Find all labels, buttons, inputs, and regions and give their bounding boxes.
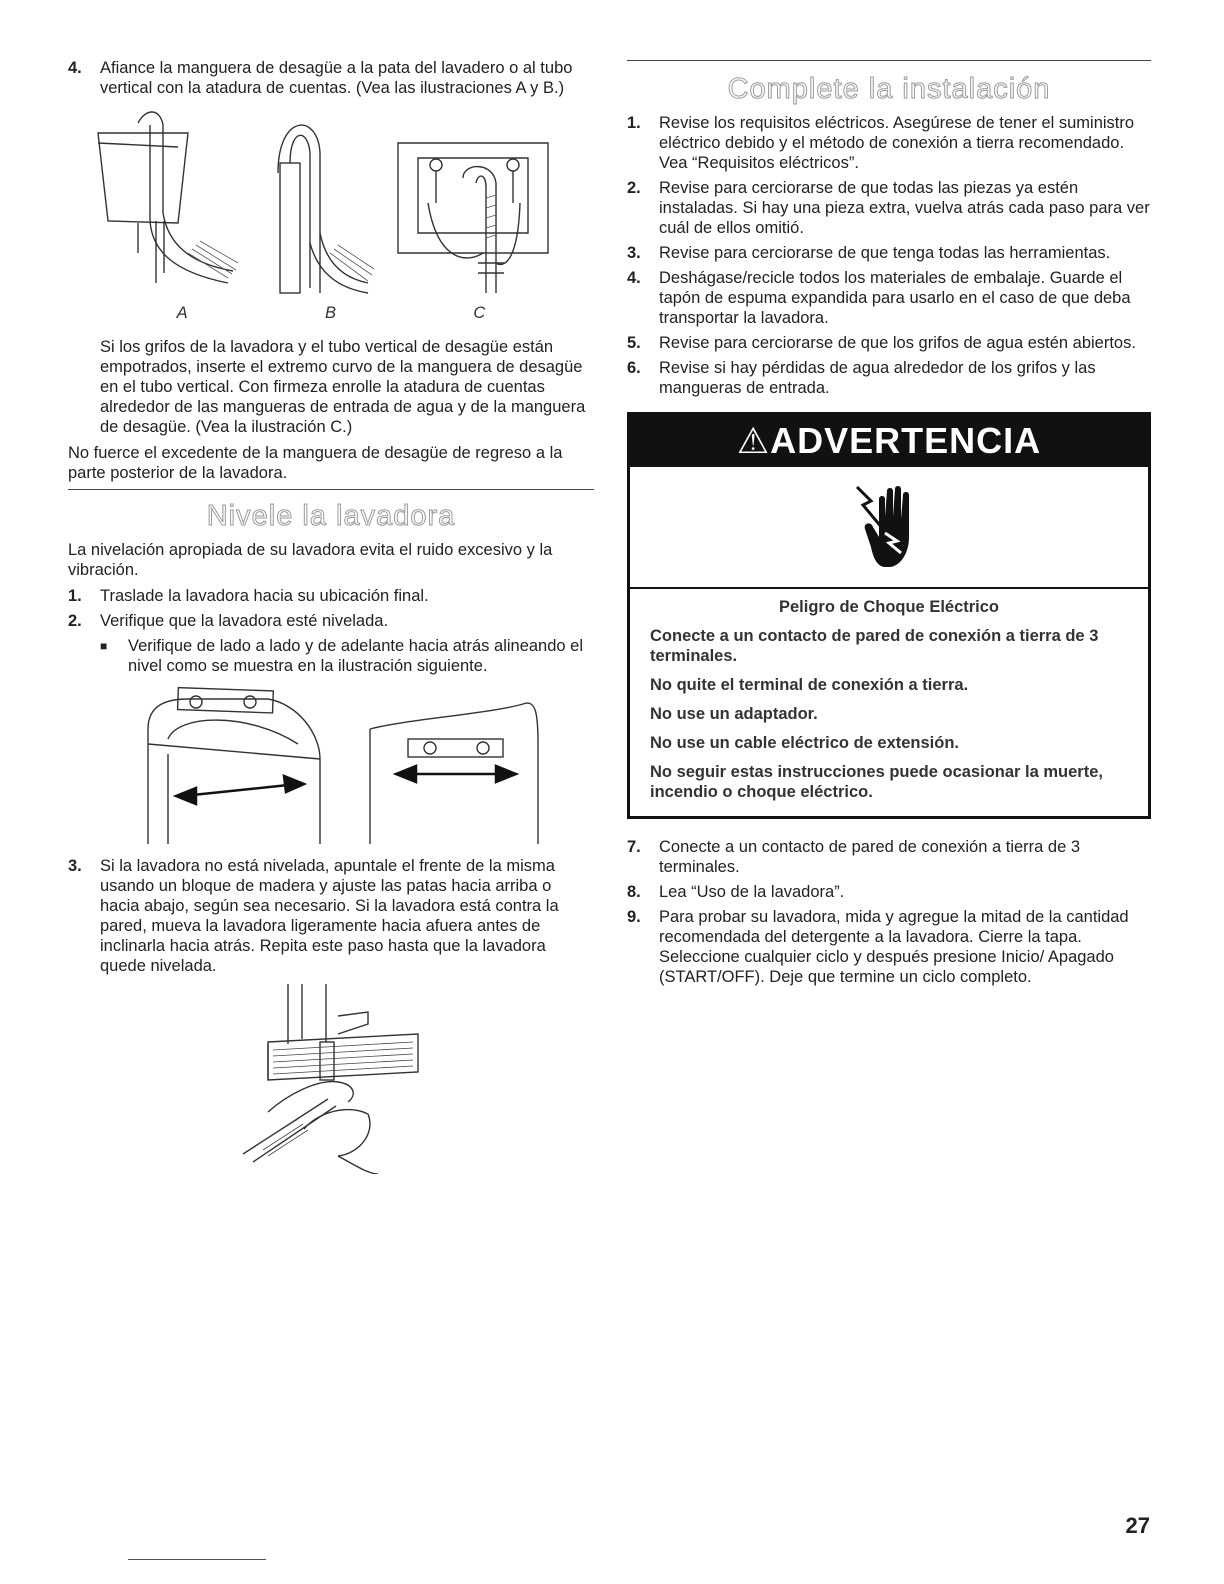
paragraph-no-fuerce: No fuerce el excedente de la manguera de desagüe de regreso a la parte posterior de la lavadora. <box>68 444 563 482</box>
electric-shock-hand-icon <box>849 477 929 577</box>
step-number: 7. <box>627 838 641 856</box>
warning-body <box>630 589 1148 816</box>
install-step-1 <box>627 113 1151 173</box>
level-illustrations <box>68 684 594 844</box>
warning-line: No use un cable eléctrico de extensión. <box>650 734 960 752</box>
warning-title: Peligro de Choque Eléctrico <box>778 598 1000 616</box>
step-text: Traslade la lavadora hacia su ubicación final. <box>100 587 429 605</box>
wrench-leg-illustration <box>68 984 594 1174</box>
step-text: Afiance la manguera de desagüe a la pata del lavadero o al tubo vertical con la atadura de cuentas. (Vea las ilustraciones A y B.) <box>100 59 573 97</box>
warning-line: No quite el terminal de conexión a tierra. <box>650 676 969 694</box>
step-text: Revise para cerciorarse de que los grifos de agua estén abiertos. <box>659 334 1136 352</box>
step-number: 2. <box>68 612 82 630</box>
warning-icon-area <box>630 467 1148 589</box>
step-text: Conecte a un contacto de pared de conexión a tierra de 3 terminales. <box>659 838 1081 876</box>
level-step-1 <box>68 586 594 606</box>
level-bullet <box>100 636 594 676</box>
install-step-5 <box>627 333 1151 353</box>
section-title-complete: Complete la instalación <box>727 73 1051 105</box>
drain-hose-illustrations <box>68 103 594 303</box>
figure-labels <box>68 303 594 323</box>
bullet-text: Verifique de lado a lado y de adelante hacia atrás alineando el nivel como se muestra en la ilustración siguiente. <box>128 637 584 675</box>
step-text: Revise para cerciorarse de que tenga todas las herramientas. <box>659 244 1111 262</box>
warning-triangle-icon: ⚠ <box>736 420 771 461</box>
footer-rule <box>128 1559 266 1560</box>
step-text: Para probar su lavadora, mida y agregue la mitad de la cantidad recomendada del detergente a la lavadora. Cierre la tapa. Seleccione cualquier ciclo y después presione Inicio/ Apagado (START/OFF). Deje que termine un ciclo completo. <box>659 908 1129 986</box>
warning-line: No seguir estas instrucciones puede ocasionar la muerte, incendio o choque eléctrico. <box>650 763 1103 801</box>
step-text: Si la lavadora no está nivelada, apuntale el frente de la misma usando un bloque de madera y ajuste las patas hacia arriba o hacia abajo, según sea necesario. Si la lavadora está contra la pared, mueva la lavadora ligeramente hacia afuera antes de inclinarla hacia atrás. Repita este paso hasta que la lavadora quede nivelada. <box>100 857 559 975</box>
section-divider <box>68 489 594 490</box>
section-divider <box>627 60 1151 61</box>
step-number: 6. <box>627 359 641 377</box>
step-number: 1. <box>68 587 82 605</box>
step-number: 2. <box>627 179 641 197</box>
step-number: 5. <box>627 334 641 352</box>
step-number: 4. <box>627 269 641 287</box>
step-number: 8. <box>627 883 641 901</box>
step-number: 3. <box>68 857 82 875</box>
figure-label-c: C <box>473 304 486 322</box>
step-text: Verifique que la lavadora esté nivelada. <box>100 612 389 630</box>
right-column <box>627 60 1151 992</box>
step-text: Revise si hay pérdidas de agua alrededor de los grifos y las mangueras de entrada. <box>659 359 1096 397</box>
page-number: 27 <box>1125 1513 1150 1538</box>
warning-header-text: ADVERTENCIA <box>770 420 1042 461</box>
warning-line: No use un adaptador. <box>650 705 818 723</box>
install-step-8 <box>627 882 1151 902</box>
install-step-2 <box>627 178 1151 238</box>
bullet-icon: ■ <box>100 639 108 653</box>
warning-line: Conecte a un contacto de pared de conexión a tierra de 3 terminales. <box>650 627 1099 665</box>
leveling-intro: La nivelación apropiada de su lavadora evita el ruido excesivo y la vibración. <box>68 541 553 579</box>
warning-box <box>627 412 1151 819</box>
step-text: Revise para cerciorarse de que todas las piezas ya estén instaladas. Si hay una pieza extra, vuelva atrás cada paso para ver cuál de ellos omitió. <box>659 179 1150 237</box>
install-step-7 <box>627 837 1151 877</box>
install-step-3 <box>627 243 1151 263</box>
install-step-4 <box>627 268 1151 328</box>
step-4 <box>68 58 594 98</box>
section-title-nivele: Nivele la lavadora <box>206 500 456 532</box>
left-column <box>68 58 594 1174</box>
step-number: 9. <box>627 908 641 926</box>
install-step-6 <box>627 358 1151 398</box>
step-text: Revise los requisitos eléctricos. Asegúrese de tener el suministro eléctrico debido y el método de conexión a tierra recomendado. Vea “Requisitos eléctricos”. <box>659 114 1135 172</box>
step-text: Deshágase/recicle todos los materiales de embalaje. Guarde el tapón de espuma expandida para usarlo en el caso de que deba transportar la lavadora. <box>659 269 1131 327</box>
level-step-2 <box>68 611 594 631</box>
step-number: 4. <box>68 59 82 77</box>
warning-header <box>630 415 1148 467</box>
figure-label-b: B <box>325 304 337 322</box>
step-text: Lea “Uso de la lavadora”. <box>659 883 845 901</box>
paragraph-empotrados: Si los grifos de la lavadora y el tubo vertical de desagüe están empotrados, inserte el extremo curvo de la manguera de desagüe en el tubo vertical. Con firmeza enrolle la atadura de cuentas alrededor de las mangueras de entrada de agua y de la manguera de desagüe. (Vea la ilustración C.) <box>100 338 586 436</box>
level-step-3 <box>68 856 594 976</box>
step-number: 3. <box>627 244 641 262</box>
figure-label-a: A <box>176 304 188 322</box>
step-number: 1. <box>627 114 641 132</box>
install-step-9 <box>627 907 1151 987</box>
